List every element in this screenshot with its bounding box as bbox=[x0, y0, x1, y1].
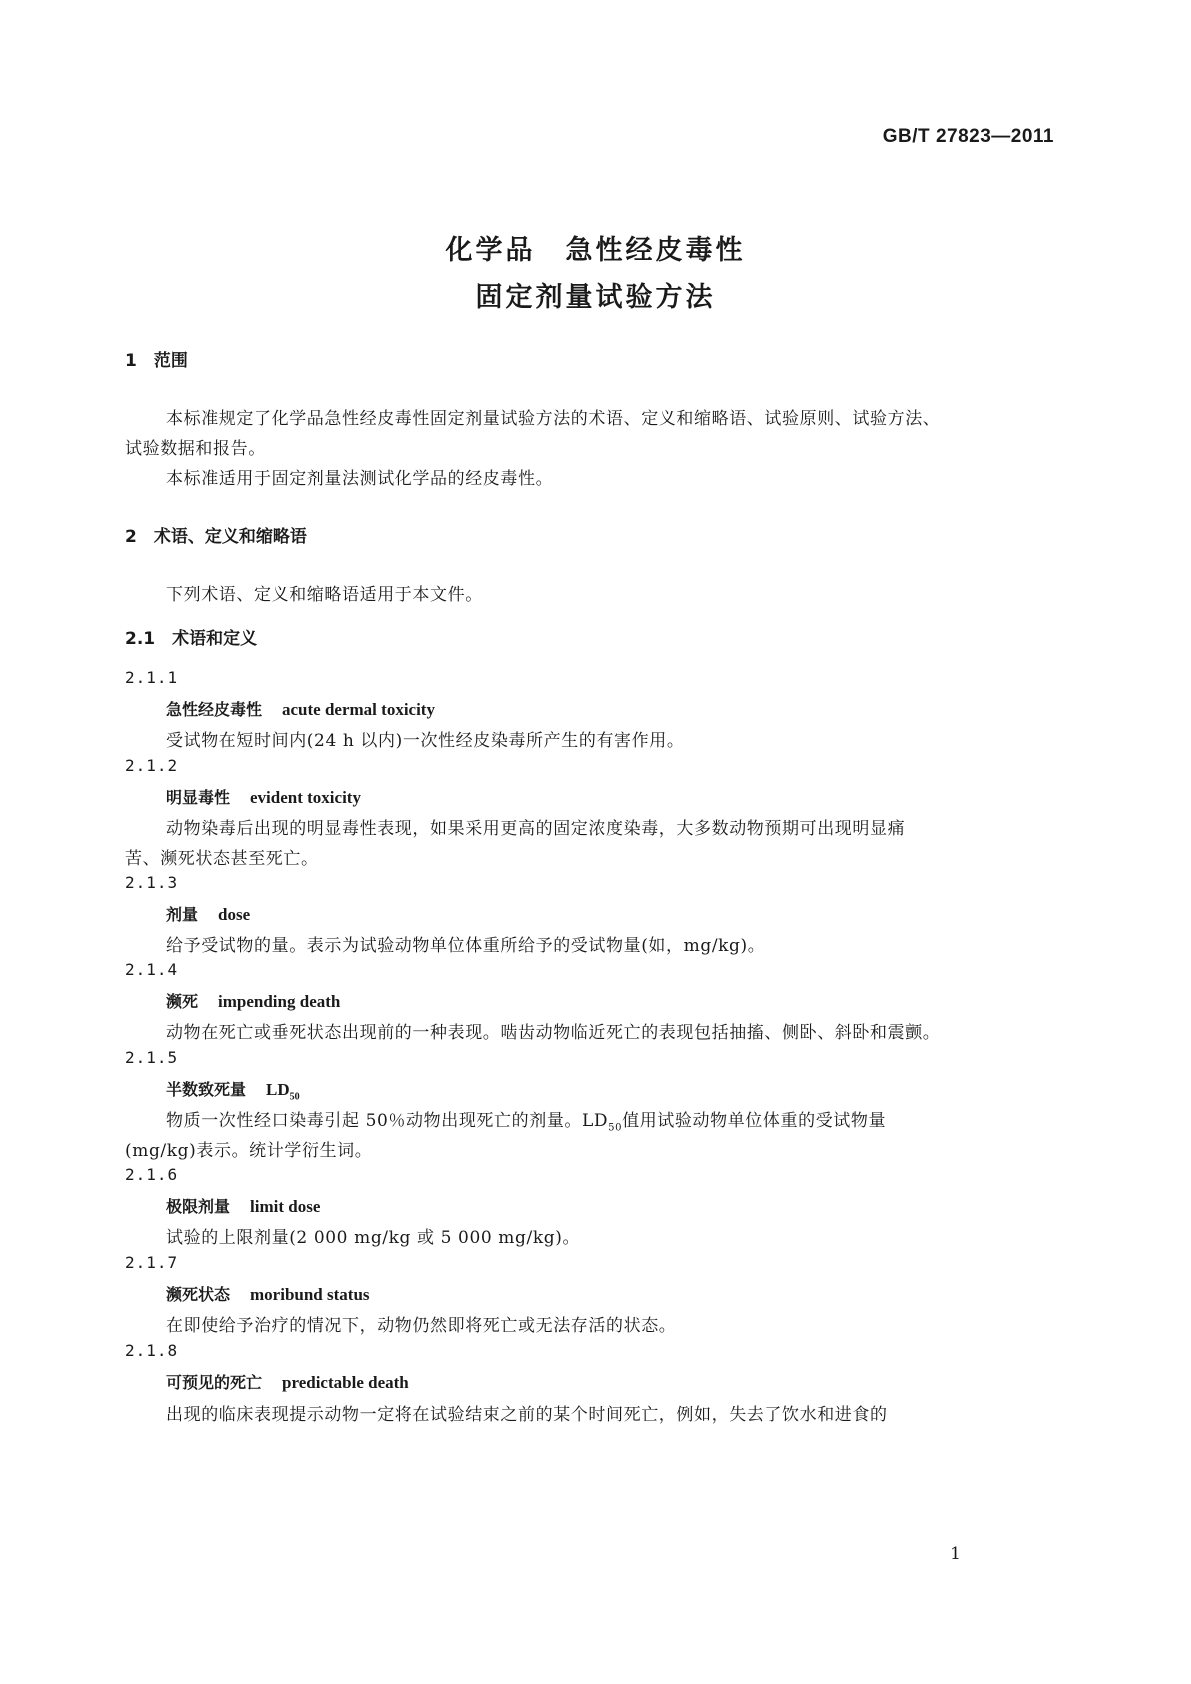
term-zh: 急性经皮毒性 bbox=[166, 700, 263, 719]
term-zh: 明显毒性 bbox=[166, 788, 231, 807]
term-number: 2.1.5 bbox=[125, 1048, 179, 1067]
term-zh: 可预见的死亡 bbox=[166, 1373, 263, 1392]
term-definition: 在即使给予治疗的情况下，动物仍然即将死亡或无法存活的状态。 bbox=[166, 1316, 677, 1336]
term-en: acute dermal toxicity bbox=[282, 700, 435, 719]
term-number: 2.1.4 bbox=[125, 960, 179, 979]
term-heading bbox=[166, 1077, 300, 1102]
term-definition-part-a: 物质一次性经口染毒引起 50％动物出现死亡的剂量。LD bbox=[166, 1111, 609, 1131]
term-number: 2.1.6 bbox=[125, 1165, 179, 1184]
term-zh: 濒死状态 bbox=[166, 1285, 231, 1304]
section-2-heading: 2 术语、定义和缩略语 bbox=[125, 527, 307, 547]
term-heading bbox=[166, 902, 250, 925]
section-1-heading: 1 范围 bbox=[125, 351, 188, 371]
standard-code: GB/T 27823—2011 bbox=[882, 126, 1054, 147]
section-1-paragraph-1-line-1: 本标准规定了化学品急性经皮毒性固定剂量试验方法的术语、定义和缩略语、试验原则、试验方法、 bbox=[166, 409, 941, 429]
term-zh: 剂量 bbox=[166, 905, 199, 924]
term-definition-continued: 苦、濒死状态甚至死亡。 bbox=[125, 849, 319, 869]
term-definition-subscript: 50 bbox=[608, 1122, 623, 1134]
page-number: 1 bbox=[950, 1544, 961, 1564]
term-definition bbox=[166, 1106, 886, 1133]
term-number: 2.1.1 bbox=[125, 668, 179, 687]
term-en: impending death bbox=[218, 992, 341, 1011]
section-1-paragraph-1-line-2: 试验数据和报告。 bbox=[125, 439, 266, 459]
section-2-intro: 下列术语、定义和缩略语适用于本文件。 bbox=[166, 585, 483, 605]
term-heading bbox=[166, 1282, 370, 1305]
term-number: 2.1.8 bbox=[125, 1341, 179, 1360]
term-definition-continued: (mg/kg)表示。统计学衍生词。 bbox=[125, 1141, 373, 1161]
term-zh: 濒死 bbox=[166, 992, 199, 1011]
term-en: evident toxicity bbox=[250, 788, 361, 807]
term-en: moribund status bbox=[250, 1285, 370, 1304]
term-en bbox=[266, 1080, 300, 1103]
term-heading bbox=[166, 785, 361, 808]
term-zh: 极限剂量 bbox=[166, 1197, 231, 1216]
term-number: 2.1.7 bbox=[125, 1253, 179, 1272]
section-1-paragraph-2: 本标准适用于固定剂量法测试化学品的经皮毒性。 bbox=[166, 469, 554, 489]
term-en-subscript: 50 bbox=[289, 1091, 300, 1103]
title-line-2: 固定剂量试验方法 bbox=[475, 282, 716, 313]
term-definition-part-b: 值用试验动物单位体重的受试物量 bbox=[622, 1111, 887, 1131]
term-en-text: LD bbox=[266, 1080, 290, 1099]
term-definition: 受试物在短时间内(24 h 以内)一次性经皮染毒所产生的有害作用。 bbox=[166, 731, 685, 751]
term-definition: 试验的上限剂量(2 000 mg/kg 或 5 000 mg/kg)。 bbox=[166, 1228, 581, 1248]
term-en: dose bbox=[218, 905, 251, 924]
term-definition: 给予受试物的量。表示为试验动物单位体重所给予的受试物量(如，mg/kg)。 bbox=[166, 936, 766, 956]
term-number: 2.1.2 bbox=[125, 756, 179, 775]
term-heading bbox=[166, 697, 435, 720]
term-en: predictable death bbox=[282, 1373, 409, 1392]
term-definition: 动物在死亡或垂死状态出现前的一种表现。啮齿动物临近死亡的表现包括抽搐、侧卧、斜卧和震颤。 bbox=[166, 1023, 941, 1043]
term-heading bbox=[166, 989, 340, 1012]
term-zh: 半数致死量 bbox=[166, 1080, 247, 1099]
term-heading bbox=[166, 1370, 409, 1393]
section-2-1-heading: 2.1 术语和定义 bbox=[125, 629, 258, 649]
title-line-1: 化学品 急性经皮毒性 bbox=[445, 235, 746, 266]
term-en: limit dose bbox=[250, 1197, 321, 1216]
term-definition: 出现的临床表现提示动物一定将在试验结束之前的某个时间死亡，例如，失去了饮水和进食的 bbox=[166, 1405, 888, 1425]
term-heading bbox=[166, 1194, 320, 1217]
term-number: 2.1.3 bbox=[125, 873, 179, 892]
term-definition: 动物染毒后出现的明显毒性表现，如果采用更高的固定浓度染毒，大多数动物预期可出现明显痛 bbox=[166, 819, 906, 839]
